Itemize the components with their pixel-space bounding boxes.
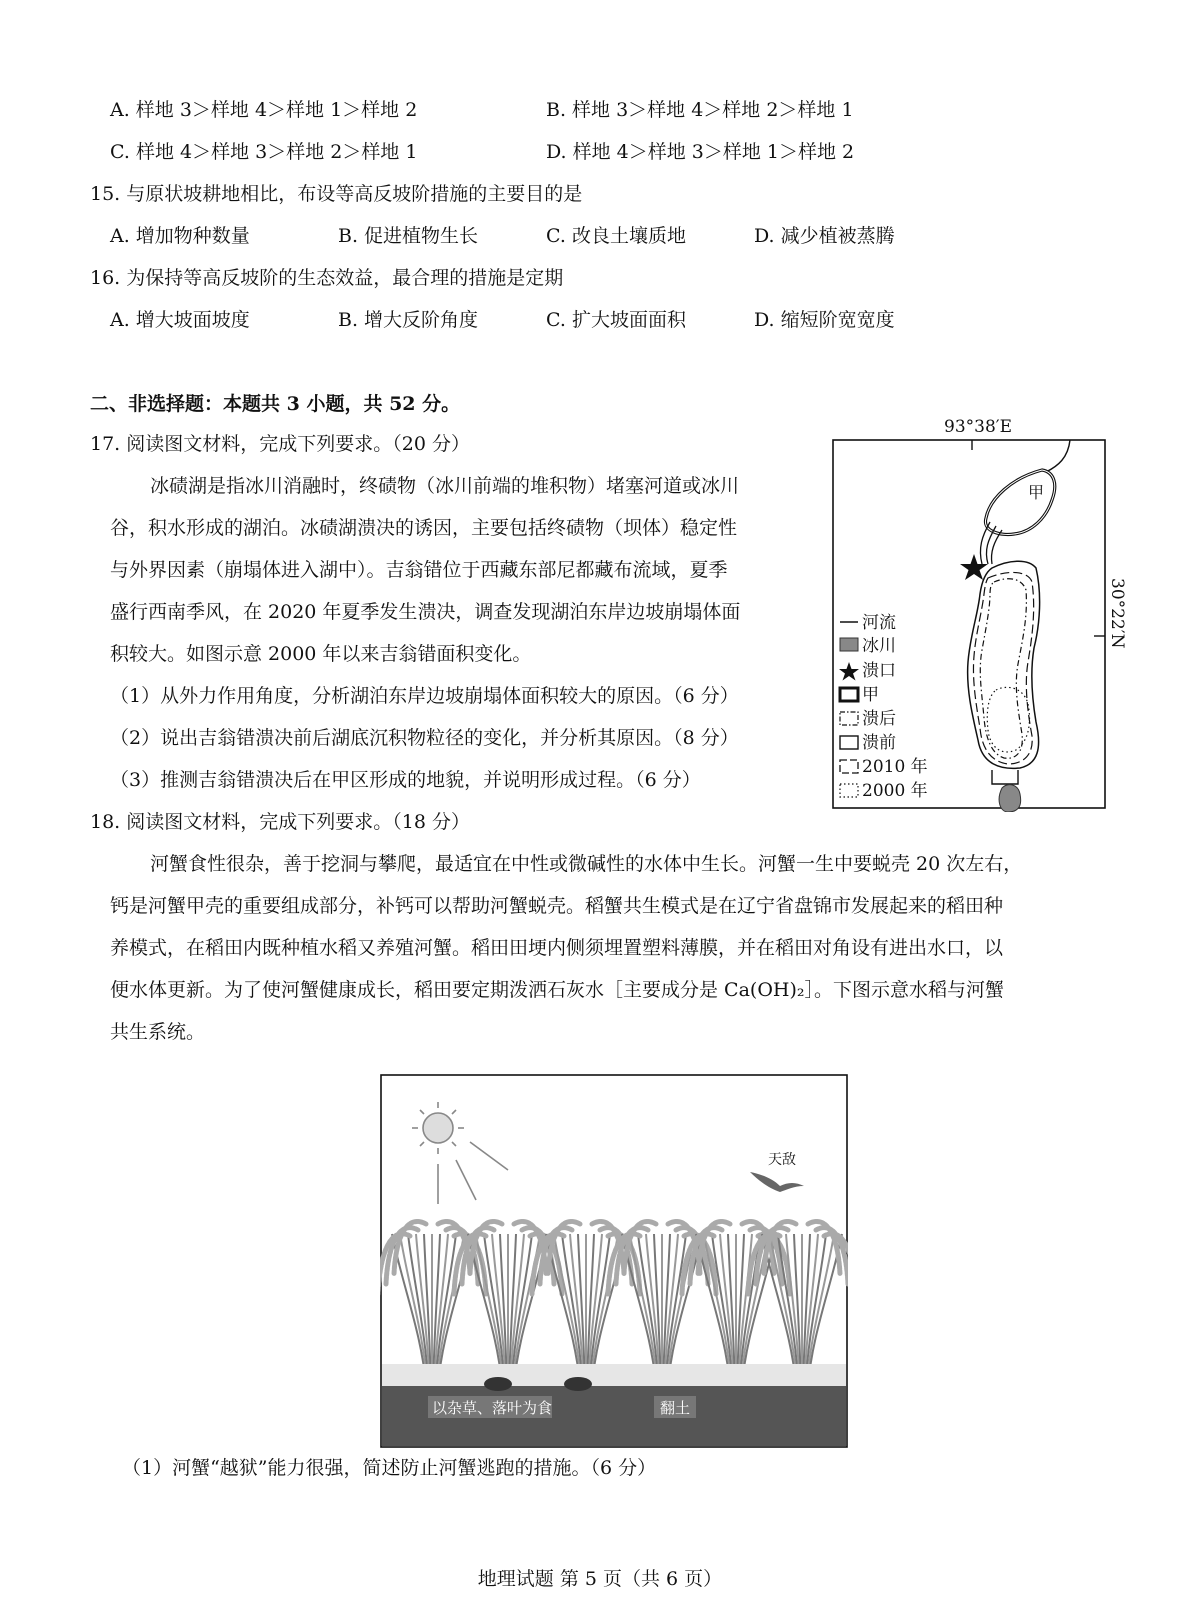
- q17-para-line-3: 与外界因素（崩塌体进入湖中）。吉翁错位于西藏东部尼都藏布流域，夏季: [110, 559, 728, 581]
- longitude-label: 93°38′E: [944, 418, 1013, 437]
- q17-para-line-1: 冰碛湖是指冰川消融时，终碛物（冰川前端的堆积物）堵塞河道或冰川: [150, 475, 740, 497]
- soil-label: 翻土: [660, 1399, 691, 1417]
- latitude-label: 30°22′N: [1107, 578, 1127, 649]
- q15-option-b: B. 促进植物生长: [338, 225, 479, 247]
- q16-option-c: C. 扩大坡面面积: [546, 309, 686, 331]
- legend-breach-label: 溃口: [862, 661, 896, 681]
- crab-icon: [564, 1377, 592, 1391]
- legend-after-label: 溃后: [862, 709, 896, 729]
- q18-para-line-5: 共生系统。: [110, 1021, 206, 1043]
- q18-para-line-3: 养模式，在稻田内既种植水稻又养殖河蟹。稻田田埂内侧须埋置塑料薄膜，并在稻田对角设有进出水口，以: [110, 937, 1004, 959]
- glacial-lake-map: [832, 418, 1138, 812]
- q18-stem: 18. 阅读图文材料，完成下列要求。（18 分）: [90, 811, 470, 833]
- section-2-title: 二、非选择题：本题共 3 小题，共 52 分。: [90, 393, 461, 415]
- water-layer: [382, 1364, 846, 1386]
- page-footer: 地理试题 第 5 页（共 6 页）: [477, 1568, 723, 1590]
- q15-stem: 15. 与原状坡耕地相比，布设等高反坡阶措施的主要目的是: [90, 183, 583, 205]
- q18-para-line-1: 河蟹食性很杂，善于挖洞与攀爬，最适宜在中性或微碱性的水体中生长。河蟹一生中要蜕壳 20 次左右，: [150, 853, 1023, 875]
- q16-option-b: B. 增大反阶角度: [338, 309, 479, 331]
- food-label: 以杂草、落叶为食: [432, 1399, 553, 1417]
- q15-option-c: C. 改良土壤质地: [546, 225, 686, 247]
- q18-para-line-4: 便水体更新。为了使河蟹健康成长，稻田要定期泼洒石灰水［主要成分是 Ca(OH)₂］。下图示意水稻与河蟹: [110, 979, 1004, 1001]
- lake-outline-2000: [987, 687, 1029, 752]
- q18-para-line-2: 钙是河蟹甲壳的重要组成部分，补钙可以帮助河蟹蜕壳。稻蟹共生模式是在辽宁省盘锦市发展起来的稻田种: [110, 895, 1004, 917]
- crab-icon: [484, 1377, 512, 1391]
- legend-jia-label: 甲: [862, 685, 879, 705]
- legend-2000-label: 2000 年: [862, 781, 928, 801]
- lake-outline-before: [968, 561, 1040, 768]
- q16-option-d: D. 缩短阶宽宽度: [754, 309, 895, 331]
- legend-glacier-label: 冰川: [862, 636, 896, 656]
- q15-option-d: D. 减少植被蒸腾: [754, 225, 895, 247]
- q14-option-d: D. 样地 4＞样地 3＞样地 1＞样地 2: [546, 141, 855, 163]
- q17-para-line-4: 盛行西南季风，在 2020 年夏季发生溃决，调查发现湖泊东岸边坡崩塌体面: [110, 601, 741, 623]
- lake-outline-after: [980, 579, 1026, 759]
- breach-star-icon: [960, 554, 988, 580]
- q14-option-b: B. 样地 3＞样地 4＞样地 2＞样地 1: [546, 99, 854, 121]
- q17-para-line-2: 谷，积水形成的湖泊。冰碛湖溃决的诱因，主要包括终碛物（坝体）稳定性: [110, 517, 738, 539]
- river-line: [1046, 440, 1070, 472]
- q17-question-1: （1）从外力作用角度，分析湖泊东岸边坡崩塌体面积较大的原因。（6 分）: [110, 685, 739, 707]
- q14-option-c: C. 样地 4＞样地 3＞样地 2＞样地 1: [110, 141, 418, 163]
- legend-star-icon: [839, 662, 859, 681]
- legend-2010-label: 2010 年: [862, 757, 928, 777]
- q15-option-a: A. 增加物种数量: [110, 225, 250, 247]
- enemy-label: 天敌: [768, 1152, 796, 1168]
- lake-outline-2010: [973, 572, 1033, 764]
- rice-crab-figure: [380, 1074, 848, 1448]
- q16-option-a: A. 增大坡面坡度: [110, 309, 250, 331]
- legend-before-label: 溃前: [862, 733, 896, 753]
- q16-stem: 16. 为保持等高反坡阶的生态效益，最合理的措施是定期: [90, 267, 564, 289]
- glacier-shape: [999, 785, 1021, 812]
- map-legend: [839, 613, 928, 801]
- q17-question-2: （2）说出吉翁错溃决前后湖底沉积物粒径的变化，并分析其原因。（8 分）: [110, 727, 739, 749]
- q17-stem: 17. 阅读图文材料，完成下列要求。（20 分）: [90, 433, 470, 455]
- area-jia-outline: [985, 470, 1054, 534]
- q17-para-line-5: 积较大。如图示意 2000 年以来吉翁错面积变化。: [110, 643, 532, 665]
- q14-option-a: A. 样地 3＞样地 4＞样地 1＞样地 2: [110, 99, 418, 121]
- legend-river-label: 河流: [862, 613, 896, 633]
- q17-question-3: （3）推测吉翁错溃决后在甲区形成的地貌，并说明形成过程。（6 分）: [110, 769, 701, 791]
- q18-question-1: （1）河蟹“越狱”能力很强，简述防止河蟹逃跑的措施。（6 分）: [122, 1457, 657, 1479]
- area-jia-label: 甲: [1028, 483, 1045, 502]
